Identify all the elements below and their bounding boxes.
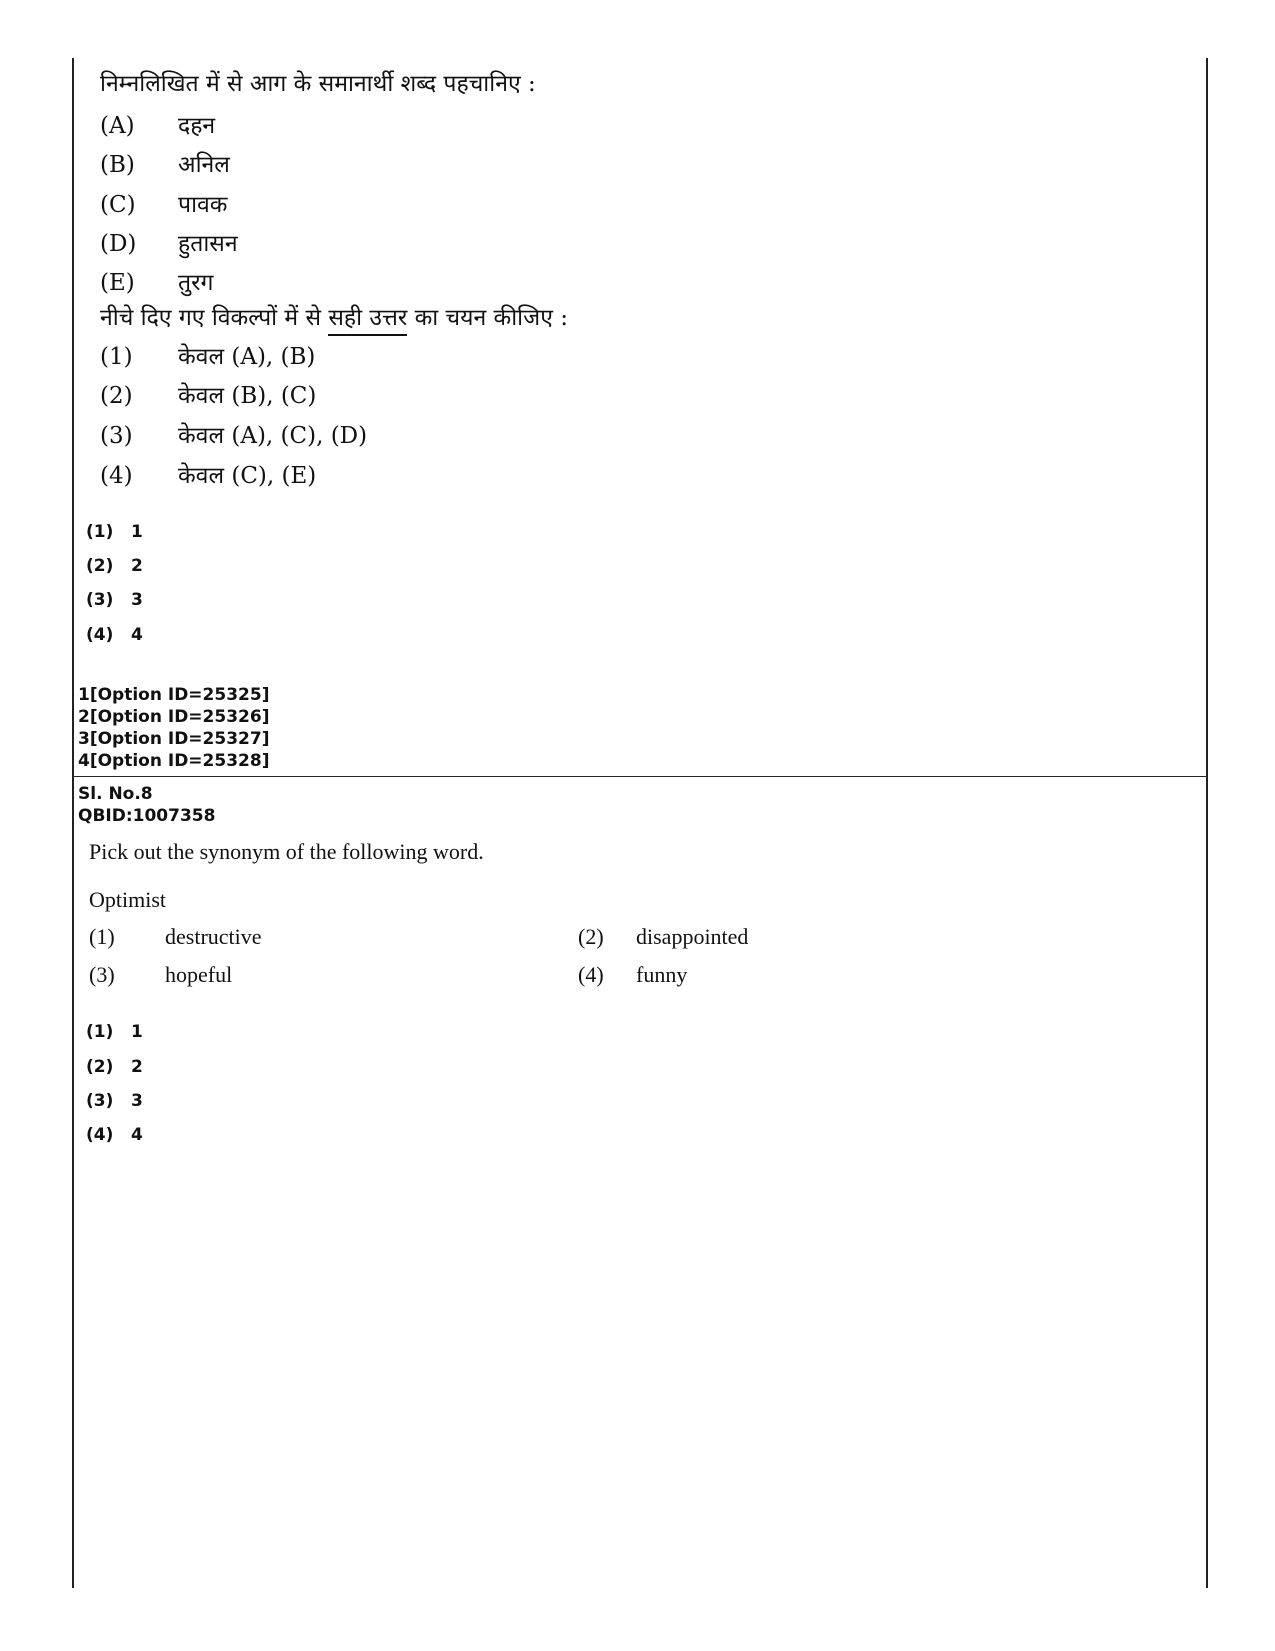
option-id: 4[Option ID=25328] bbox=[78, 751, 270, 771]
statement-c bbox=[100, 187, 227, 219]
statement-b bbox=[100, 147, 230, 179]
answer-value: 4 bbox=[131, 625, 143, 645]
statement-label: (A) bbox=[100, 113, 135, 139]
statement-text: दहन bbox=[178, 113, 216, 139]
answer-option-4[interactable] bbox=[86, 625, 143, 645]
serial-number: Sl. No.8 bbox=[78, 784, 153, 804]
instruction-underlined-text: सही उत्तर bbox=[328, 305, 407, 336]
instruction bbox=[100, 300, 568, 332]
option-id: 3[Option ID=25327] bbox=[78, 729, 270, 749]
statement-label: (C) bbox=[100, 192, 136, 218]
answer-option-1[interactable] bbox=[86, 1022, 143, 1042]
choice-label: (3) bbox=[100, 423, 133, 449]
option-id: 1[Option ID=25325] bbox=[78, 685, 270, 705]
choice-label: (4) bbox=[100, 463, 133, 489]
option-id: 2[Option ID=25326] bbox=[78, 707, 270, 727]
answer-value: 4 bbox=[131, 1125, 143, 1145]
choice-1 bbox=[89, 924, 262, 950]
statement-text: पावक bbox=[178, 192, 228, 218]
choice-label: (4) bbox=[578, 962, 604, 987]
option-id-list bbox=[78, 684, 269, 772]
answer-label: (4) bbox=[86, 1125, 114, 1145]
answer-value: 2 bbox=[131, 556, 143, 576]
answer-label: (2) bbox=[86, 1057, 114, 1077]
statement-label: (D) bbox=[100, 231, 137, 257]
choice-label: (2) bbox=[578, 924, 604, 949]
answer-option-3[interactable] bbox=[86, 590, 143, 610]
question-divider bbox=[72, 776, 1208, 777]
question-word: Optimist bbox=[89, 887, 167, 912]
answer-value: 1 bbox=[131, 522, 143, 542]
choice-label: (1) bbox=[89, 924, 115, 949]
choice-label: (3) bbox=[89, 962, 115, 987]
answer-value: 2 bbox=[131, 1057, 143, 1077]
answer-option-3[interactable] bbox=[86, 1091, 143, 1111]
answer-option-2[interactable] bbox=[86, 1057, 143, 1077]
answer-label: (2) bbox=[86, 556, 114, 576]
statement-label: (E) bbox=[100, 270, 135, 296]
choice-4 bbox=[100, 458, 316, 490]
statement-text: हुतासन bbox=[178, 231, 238, 257]
statement-text: तुरग bbox=[178, 270, 214, 296]
instruction-text: नीचे दिए गए विकल्पों में से bbox=[100, 305, 322, 331]
left-border bbox=[72, 58, 74, 1588]
statement-label: (B) bbox=[100, 152, 135, 178]
question-stem-english: Pick out the synonym of the following word. bbox=[89, 839, 484, 864]
choice-4 bbox=[578, 962, 687, 988]
answer-label: (4) bbox=[86, 625, 114, 645]
question-stem: निम्नलिखित में से आग के समानार्थी शब्द पहचानिए : bbox=[100, 71, 536, 97]
instruction-text-end: का चयन कीजिए : bbox=[414, 305, 568, 331]
choice-1 bbox=[100, 339, 315, 371]
answer-value: 1 bbox=[131, 1022, 143, 1042]
right-border bbox=[1206, 58, 1208, 1588]
answer-option-4[interactable] bbox=[86, 1125, 143, 1145]
choice-text: hopeful bbox=[165, 962, 233, 987]
question-id: QBID:1007358 bbox=[78, 806, 216, 826]
choice-label: (2) bbox=[100, 383, 133, 409]
choice-text: केवल (C), (E) bbox=[178, 463, 317, 489]
choice-text: केवल (A), (B) bbox=[178, 344, 316, 370]
answer-label: (1) bbox=[86, 522, 114, 542]
answer-option-1[interactable] bbox=[86, 522, 143, 542]
answer-label: (3) bbox=[86, 590, 114, 610]
answer-option-2[interactable] bbox=[86, 556, 143, 576]
choice-2 bbox=[100, 378, 316, 410]
statement-a bbox=[100, 108, 215, 140]
answer-value: 3 bbox=[131, 590, 143, 610]
answer-label: (1) bbox=[86, 1022, 114, 1042]
choice-text: destructive bbox=[165, 924, 262, 949]
answer-value: 3 bbox=[131, 1091, 143, 1111]
choice-label: (1) bbox=[100, 344, 133, 370]
choice-3 bbox=[89, 962, 232, 988]
choice-2 bbox=[578, 924, 748, 950]
choice-text: disappointed bbox=[636, 924, 749, 949]
choice-text: केवल (A), (C), (D) bbox=[178, 423, 368, 449]
answer-label: (3) bbox=[86, 1091, 114, 1111]
choice-text: funny bbox=[636, 962, 688, 987]
question-meta bbox=[78, 783, 215, 827]
statement-d bbox=[100, 226, 238, 258]
choice-text: केवल (B), (C) bbox=[178, 383, 317, 409]
choice-3 bbox=[100, 418, 367, 450]
statement-e bbox=[100, 265, 213, 297]
statement-text: अनिल bbox=[178, 152, 230, 178]
